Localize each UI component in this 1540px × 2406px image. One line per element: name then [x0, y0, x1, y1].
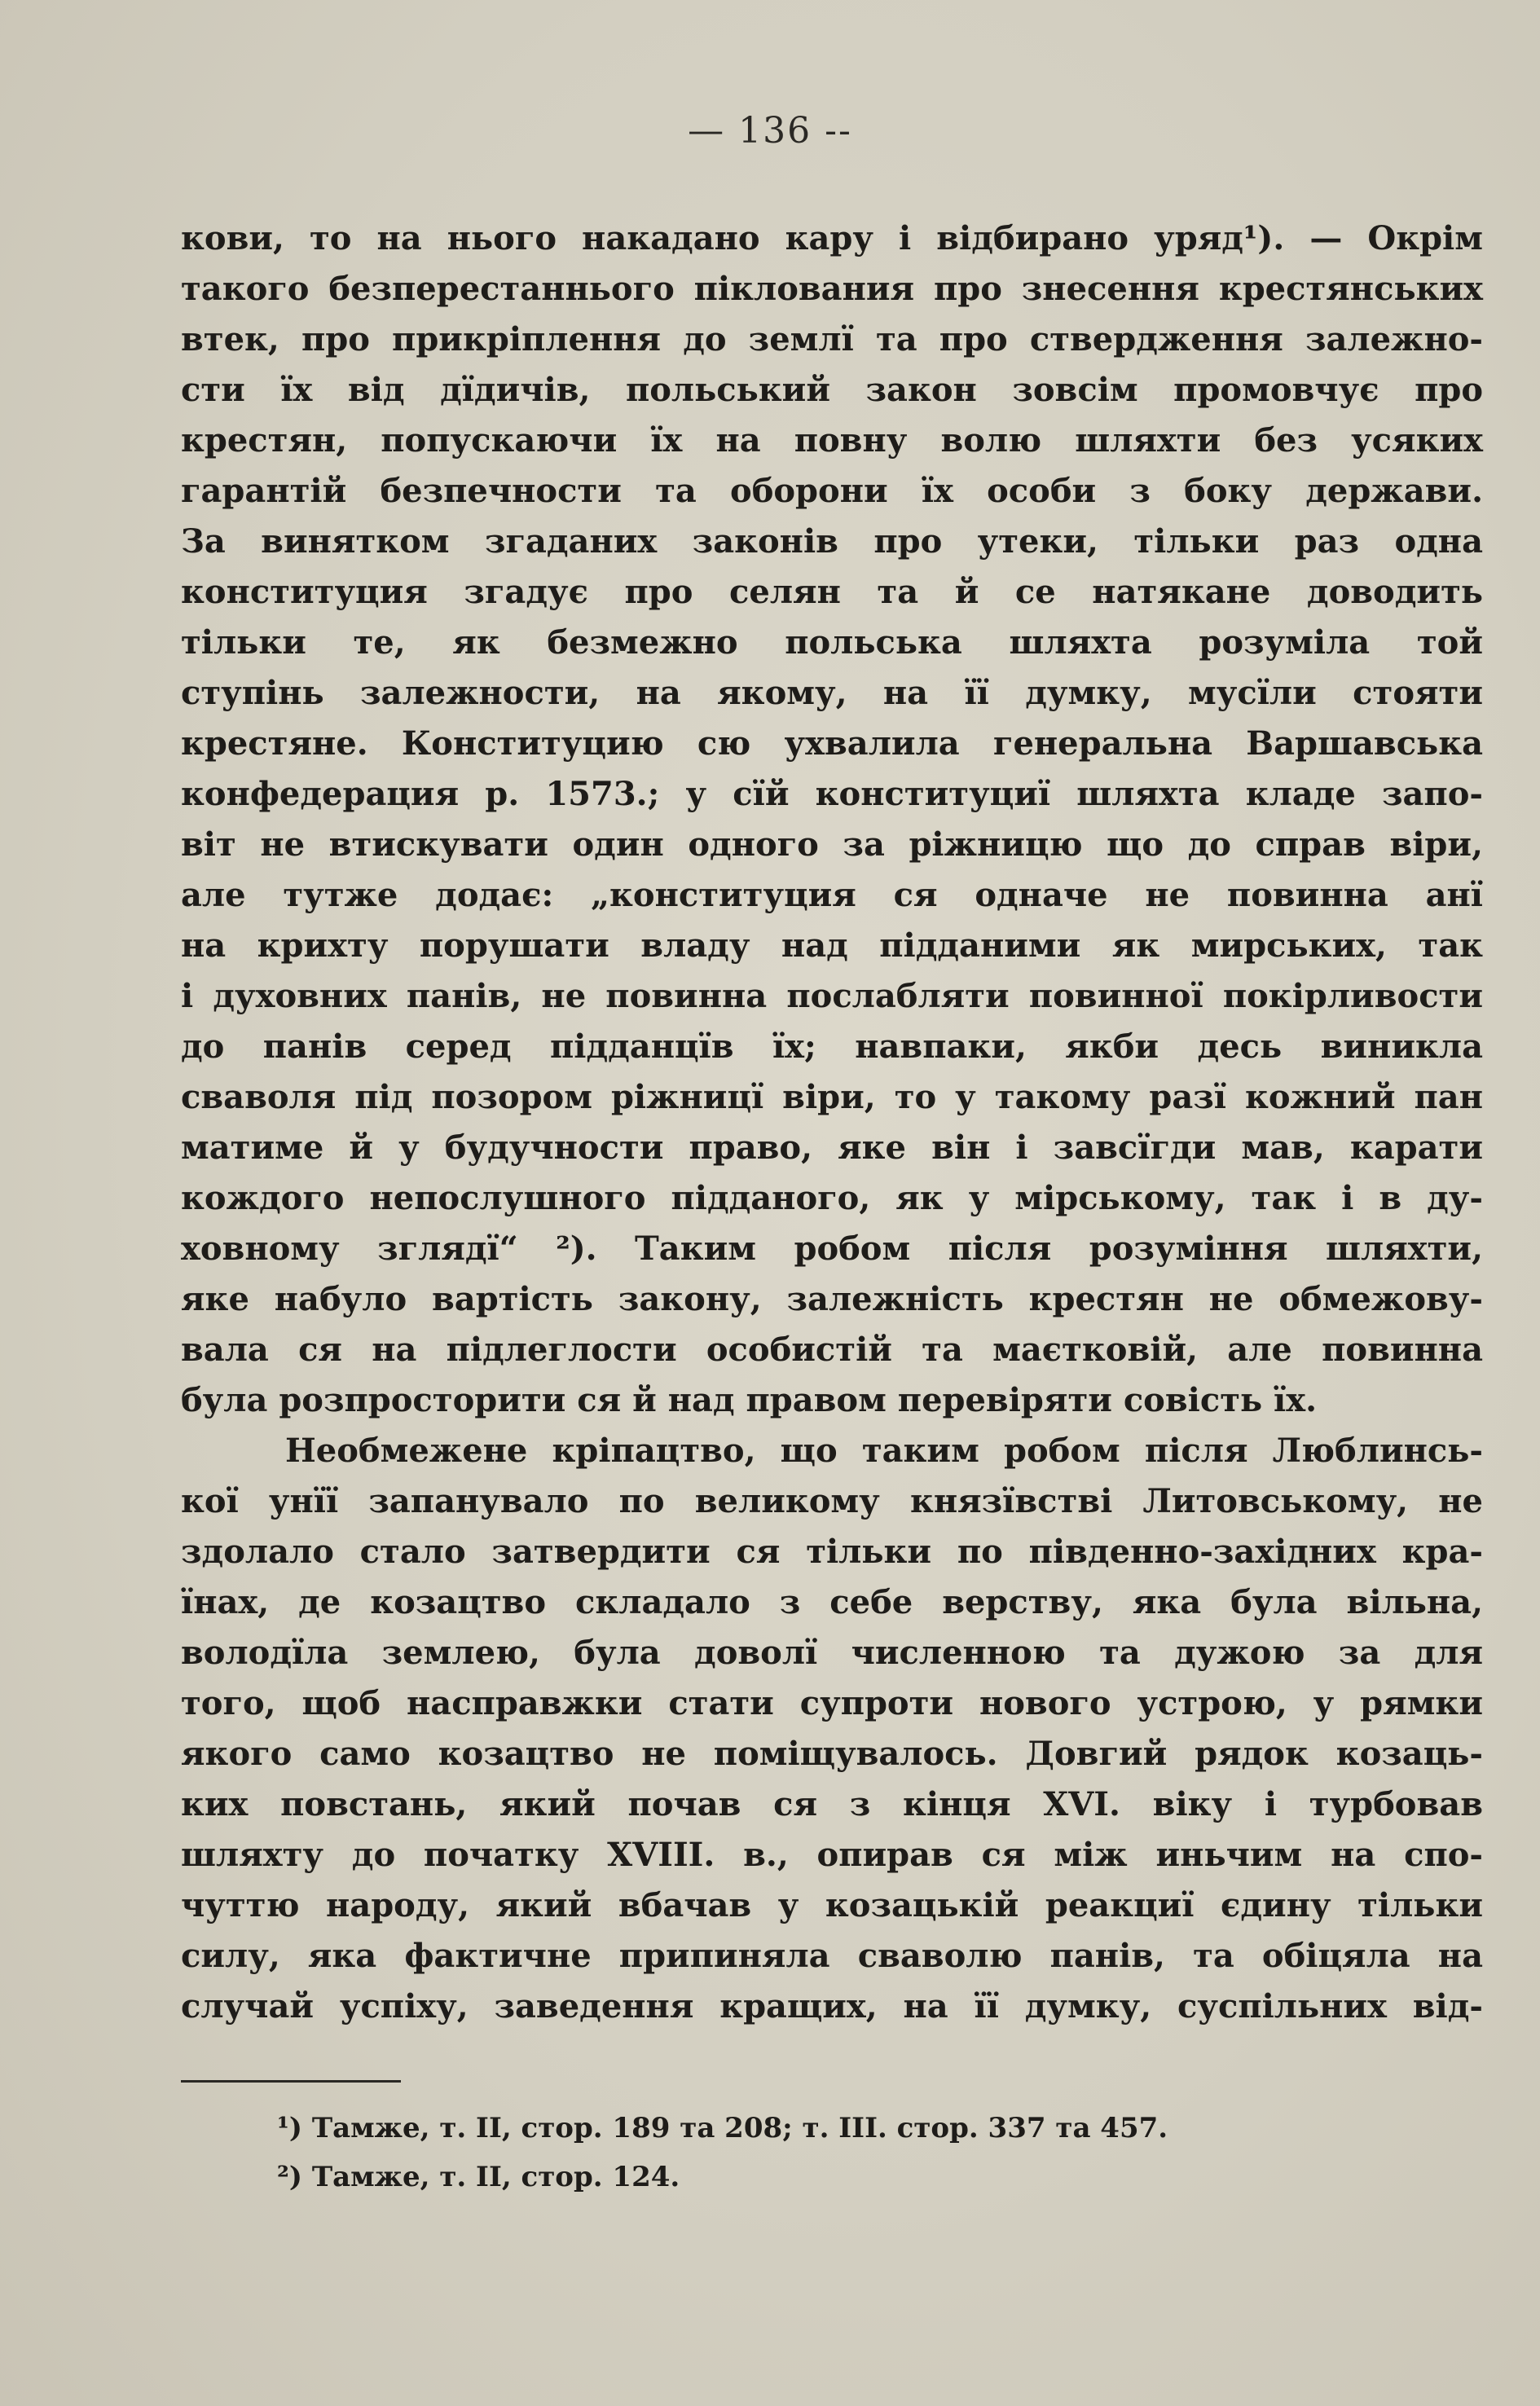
text-line: конституция згадує про селян та й се натякане доводить [181, 573, 1483, 611]
text-line: матиме й у будучности право, яке він і завсїгди мав, карати [181, 1128, 1483, 1167]
text-line: ступінь залежности, на якому, на її думку, мусїли стояти [181, 674, 1483, 712]
footnote: ²) Тамже, т. II, стор. 124. [277, 2161, 680, 2193]
text-line: сваволя під позором ріжницї віри, то у такому разї кожний пан [181, 1078, 1483, 1116]
page-number: — 136 -- [688, 110, 852, 152]
text-line: але тутже додає: „конституция ся одначе не повинна анї [181, 876, 1483, 914]
text-line: крестян, попускаючи їх на повну волю шляхти без усяких [181, 421, 1483, 460]
text-line: і духовних панів, не повинна послабляти повинної покірливости [181, 977, 1483, 1015]
text-line: володїла землею, була доволї численною та дужою за для [181, 1634, 1483, 1672]
text-line: кови, то на нього накадано кару і відбирано уряд¹). — Окрім [181, 219, 1483, 257]
text-line: ховному зглядї“ ²). Таким робом після розуміння шляхти, [181, 1229, 1483, 1268]
text-line: до панів серед підданцїв їх; навпаки, якби десь виникла [181, 1027, 1483, 1066]
text-line: силу, яка фактичне припиняла сваволю панів, та обіцяла на [181, 1937, 1483, 1975]
footnote: ¹) Тамже, т. II, стор. 189 та 208; т. III. стор. 337 та 457. [277, 2112, 1168, 2144]
text-line: яке набуло вартість закону, залежність крестян не обмежову- [181, 1280, 1483, 1318]
text-line: їнах, де козацтво складало з себе верству, яка була вільна, [181, 1583, 1483, 1621]
text-line: ких повстань, який почав ся з кінця XVI. віку і турбовав [181, 1785, 1483, 1823]
footnotes [277, 2104, 1168, 2201]
text-line: того, щоб насправжки стати супроти нового устрою, у рямки [181, 1684, 1483, 1722]
text-line: тільки те, як безмежно польська шляхта розуміла той [181, 623, 1483, 662]
text-line: сти їх від дїдичів, польський закон зовсім промовчує про [181, 371, 1483, 409]
text-line: чуттю народу, який вбачав у козацькій реакциї єдину тільки [181, 1886, 1483, 1924]
text-line: За винятком згаданих законів про утеки, тільки раз одна [181, 522, 1483, 561]
text-line: якого само козацтво не поміщувалось. Довгий рядок козаць- [181, 1735, 1483, 1773]
footnote-divider [181, 2080, 401, 2083]
text-line: вала ся на підлеглости особистій та маєтковій, але повинна [181, 1331, 1483, 1369]
text-line: на крихту порушати владу над підданими як мирських, так [181, 926, 1483, 965]
text-line: крестяне. Конституцию сю ухвалила генеральна Варшавська [181, 724, 1483, 763]
paragraph-start-line: Необмежене кріпацтво, що таким робом після Люблинсь- [285, 1432, 1483, 1470]
text-line: конфедерация р. 1573.; у сїй конституциї шляхта кладе запо- [181, 775, 1483, 813]
text-line: шляхту до початку XVIII. в., опирав ся між иньчим на спо- [181, 1836, 1483, 1874]
text-line: кої унїї запанувало по великому князївстві Литовському, не [181, 1482, 1483, 1520]
text-line: здолало стало затвердити ся тільки по південно-західних кра- [181, 1533, 1483, 1571]
body-text [181, 213, 1483, 2032]
text-line: такого безперестаннього піклования про знесення крестянських [181, 270, 1483, 308]
text-line: втек, про прикріплення до землї та про ствердження залежно- [181, 320, 1483, 358]
text-line: віт не втискувати один одного за ріжницю що до справ віри, [181, 825, 1483, 864]
text-line: случай успіху, заведення кращих, на її думку, суспільних від- [181, 1987, 1483, 2026]
paragraph-end-line: була розпросторити ся й над правом перевіряти совість їх. [181, 1381, 1318, 1419]
text-line: кождого непослушного підданого, як у мірському, так і в ду- [181, 1179, 1483, 1217]
text-line: гарантій безпечности та оборони їх особи з боку держави. [181, 472, 1483, 510]
